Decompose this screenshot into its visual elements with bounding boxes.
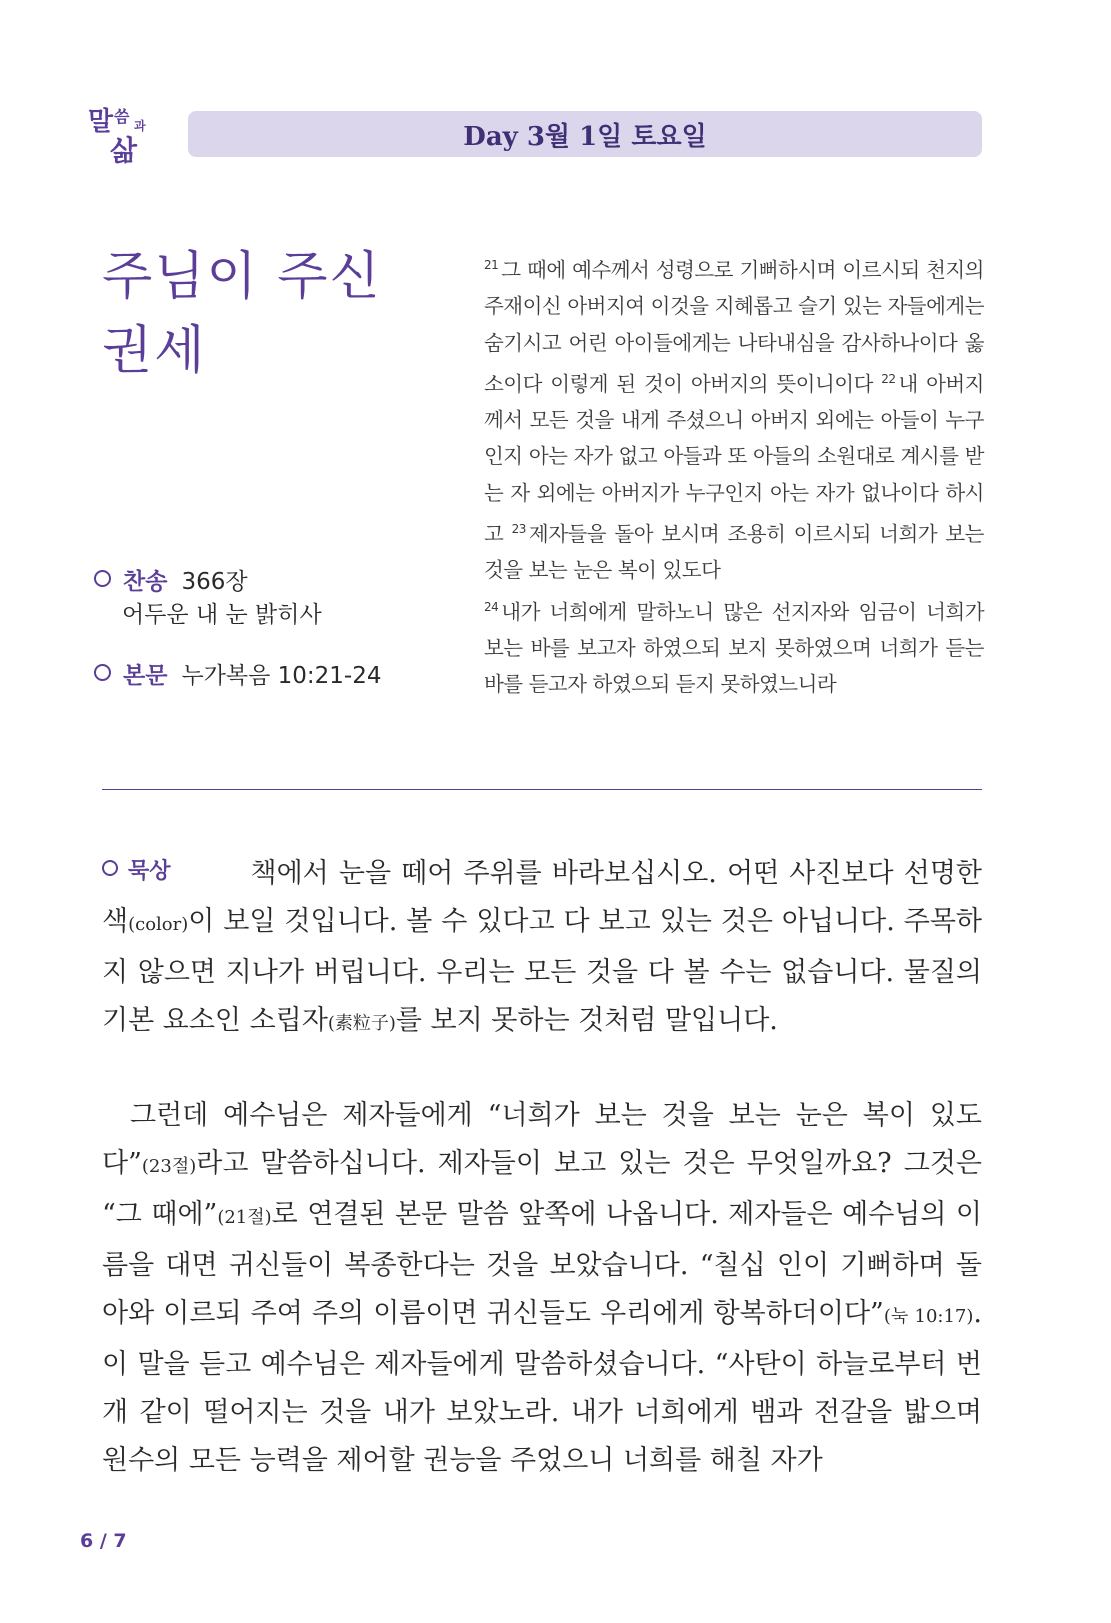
text-reference-value: 누가복음 10:21-24: [181, 663, 382, 689]
verse-text: 제자들을 돌아 보시며 조용히 이르시되 너희가 보는 것을 보는 눈은 복이 있도다: [484, 522, 984, 583]
text-reference: [94, 660, 381, 693]
svg-text:씀: 씀: [114, 107, 130, 126]
verse-number: 23: [511, 522, 526, 537]
meditation-section: [102, 848, 982, 1485]
meditation-label: 묵상: [102, 859, 171, 884]
malsseum-logo: [86, 100, 166, 172]
verse-number: 24: [484, 599, 499, 614]
page-title: [102, 240, 442, 388]
meditation-paragraph: 묵상 책에서 눈을 떼어 주위를 바라보십시오. 어떤 사진보다 선명한 색(color)이 보일 것입니다. 볼 수 있다고 다 보고 있는 것은 아닙니다. 주목하지 않으면 지나가 버립니다. 우리는 모든 것을 다 볼 수는 없습니다. 물질의 기본 요소인 소립자(素粒子)를 보지 못하는 것처럼 말입니다.: [102, 858, 982, 1036]
title-line-1: 주님이 주신: [102, 247, 382, 307]
hymn-label: 찬송: [123, 569, 168, 595]
text-label: 본문: [123, 663, 168, 689]
svg-text:말: 말: [88, 107, 114, 137]
hymn-name: 어두운 내 눈 밝히사: [122, 602, 322, 628]
day-header: [188, 111, 982, 157]
scripture-passage: [484, 247, 984, 703]
verse-number: 21: [484, 258, 499, 272]
section-divider: [102, 789, 982, 790]
circle-bullet-icon: [94, 570, 111, 587]
title-line-2: 권세: [102, 321, 207, 381]
verse-number: 22: [881, 371, 896, 386]
circle-bullet-icon: [94, 664, 111, 681]
circle-bullet-icon: [102, 860, 118, 876]
verse-text: 그 때에 예수께서 성령으로 기뻐하시며 이르시되 천지의 주재이신 아버지여 이것을 지혜롭고 슬기 있는 자들에게는 숨기시고 어린 아이들에게는 나타내심을 감사하나이다 옳소이다 이렇게 된 것이 아버지의 뜻이니이다: [484, 258, 984, 396]
verse-text: 내 아버지께서 모든 것을 내게 주셨으니 아버지 외에는 아들이 누구인지 아는 자가 없고 아들과 또 아들의 소원대로 계시를 받는 자 외에는 아버지가 누구인지 아는 자가 없나이다 하시고: [484, 371, 984, 547]
hymn-info: [94, 566, 322, 632]
svg-text:과: 과: [134, 119, 146, 133]
meditation-paragraph: 그런데 예수님은 제자들에게 “너희가 보는 것을 보는 눈은 복이 있도다”(23절)라고 말씀하십니다. 제자들이 보고 있는 것은 무엇일까요? 그것은 “그 때에”(21절)로 연결된 본문 말씀 앞쪽에 나옵니다. 제자들은 예수님의 이름을 대면 귀신들이 복종한다는 것을 보았습니다. “칠십 인이 기뻐하며 돌아와 이르되 주여 주의 이름이면 귀신들도 우리에게 항복하더이다”(눅 10:17). 이 말을 듣고 예수님은 제자들에게 말씀하셨습니다. “사탄이 하늘로부터 번개 같이 떨어지는 것을 내가 보았노라. 내가 너희에게 뱀과 전갈을 밟으며 원수의 모든 능력을 제어할 권능을 주었으니 너희를 해칠 자가: [102, 1100, 983, 1476]
hymn-number: 366장: [181, 569, 248, 595]
verse-text: 내가 너희에게 말하노니 많은 선지자와 임금이 너희가 보는 바를 보고자 하였으되 보지 못하였으며 너희가 듣는 바를 듣고자 하였으되 듣지 못하였느니라: [484, 599, 984, 697]
page-number: 6 / 7: [80, 1530, 127, 1552]
day-label: Day 3월 1일 토요일: [463, 121, 707, 152]
svg-text:삶: 삶: [110, 134, 138, 167]
